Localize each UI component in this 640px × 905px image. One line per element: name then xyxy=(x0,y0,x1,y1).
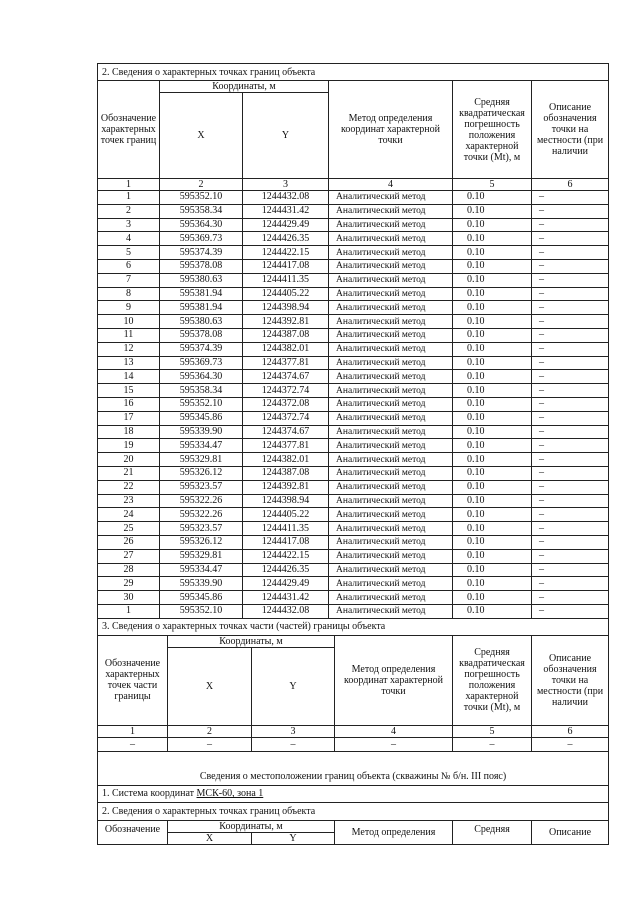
method-cell: Аналитический метод xyxy=(329,218,453,232)
table-row xyxy=(98,604,609,618)
header-description: Описание xyxy=(532,820,609,844)
points-body xyxy=(98,191,609,619)
method-cell: Аналитический метод xyxy=(329,342,453,356)
deviation-cell: 0.10 xyxy=(453,604,532,618)
description-cell: – xyxy=(532,411,609,425)
description-cell: – xyxy=(532,356,609,370)
method-cell: Аналитический метод xyxy=(329,328,453,342)
coord-x: 595323.57 xyxy=(160,522,243,536)
description-cell: – xyxy=(532,397,609,411)
empty-cell: – xyxy=(168,737,252,751)
coord-y: 1244432.08 xyxy=(243,604,329,618)
coord-x: 595339.90 xyxy=(160,577,243,591)
method-cell: Аналитический метод xyxy=(329,246,453,260)
table-row xyxy=(98,591,609,605)
table-row xyxy=(98,453,609,467)
coord-x: 595322.26 xyxy=(160,494,243,508)
header-description: Описание обозначения точки на местности (при наличии xyxy=(532,81,609,179)
deviation-cell: 0.10 xyxy=(453,384,532,398)
col-number: 1 xyxy=(98,725,168,737)
method-cell: Аналитический метод xyxy=(329,425,453,439)
deviation-cell: 0.10 xyxy=(453,287,532,301)
description-cell: – xyxy=(532,370,609,384)
header-x: X xyxy=(168,832,252,844)
empty-cell: – xyxy=(335,737,453,751)
coord-x: 595334.47 xyxy=(160,563,243,577)
table-row xyxy=(98,411,609,425)
coord-x: 595378.08 xyxy=(160,328,243,342)
deviation-cell: 0.10 xyxy=(453,259,532,273)
method-cell: Аналитический метод xyxy=(329,494,453,508)
point-number: 7 xyxy=(98,273,160,287)
header-method: Метод определения координат характерной точки xyxy=(329,81,453,179)
description-cell: – xyxy=(532,453,609,467)
description-cell: – xyxy=(532,191,609,205)
point-number: 24 xyxy=(98,508,160,522)
method-cell: Аналитический метод xyxy=(329,480,453,494)
table-row xyxy=(98,535,609,549)
point-number: 25 xyxy=(98,522,160,536)
deviation-cell: 0.10 xyxy=(453,328,532,342)
description-cell: – xyxy=(532,301,609,315)
coord-y: 1244387.08 xyxy=(243,328,329,342)
coord-y: 1244374.67 xyxy=(243,370,329,384)
table-row xyxy=(98,342,609,356)
coord-y: 1244382.01 xyxy=(243,342,329,356)
method-cell: Аналитический метод xyxy=(329,356,453,370)
table-row xyxy=(98,466,609,480)
description-cell: – xyxy=(532,384,609,398)
coord-x: 595339.90 xyxy=(160,425,243,439)
method-cell: Аналитический метод xyxy=(329,439,453,453)
coord-x: 595345.86 xyxy=(160,591,243,605)
point-number: 3 xyxy=(98,218,160,232)
method-cell: Аналитический метод xyxy=(329,315,453,329)
point-number: 2 xyxy=(98,204,160,218)
coord-y: 1244411.35 xyxy=(243,273,329,287)
description-cell: – xyxy=(532,522,609,536)
coord-y: 1244429.49 xyxy=(243,218,329,232)
coord-x: 595329.81 xyxy=(160,549,243,563)
table-row xyxy=(98,494,609,508)
coord-x: 595322.26 xyxy=(160,508,243,522)
deviation-cell: 0.10 xyxy=(453,425,532,439)
description-cell: – xyxy=(532,604,609,618)
coord-y: 1244382.01 xyxy=(243,453,329,467)
deviation-cell: 0.10 xyxy=(453,356,532,370)
spacer xyxy=(98,751,609,769)
coord-y: 1244411.35 xyxy=(243,522,329,536)
header-method: Метод определения координат характерной точки xyxy=(335,635,453,725)
table-row xyxy=(98,191,609,205)
method-cell: Аналитический метод xyxy=(329,563,453,577)
deviation-cell: 0.10 xyxy=(453,411,532,425)
table-row xyxy=(98,480,609,494)
table-row xyxy=(98,246,609,260)
header-coords: Координаты, м xyxy=(168,635,335,647)
coord-y: 1244377.81 xyxy=(243,356,329,370)
coord-x: 595352.10 xyxy=(160,604,243,618)
deviation-cell: 0.10 xyxy=(453,370,532,384)
coord-y: 1244432.08 xyxy=(243,191,329,205)
col-number: 5 xyxy=(453,179,532,191)
header-designation: Обозначение характерных точек части границы xyxy=(98,635,168,725)
col-number: 3 xyxy=(243,179,329,191)
coord-x: 595364.30 xyxy=(160,370,243,384)
table-row xyxy=(98,384,609,398)
col-number: 3 xyxy=(252,725,335,737)
description-cell: – xyxy=(532,425,609,439)
point-number: 5 xyxy=(98,246,160,260)
header-y: Y xyxy=(243,93,329,179)
coord-y: 1244372.08 xyxy=(243,397,329,411)
table-row xyxy=(98,577,609,591)
col-number: 5 xyxy=(453,725,532,737)
method-cell: Аналитический метод xyxy=(329,204,453,218)
table-row xyxy=(98,328,609,342)
table-row xyxy=(98,218,609,232)
description-cell: – xyxy=(532,232,609,246)
description-cell: – xyxy=(532,466,609,480)
deviation-cell: 0.10 xyxy=(453,494,532,508)
header-deviation: Средняя квадратическая погрешность положения характерной точки (Mt), м xyxy=(453,81,532,179)
deviation-cell: 0.10 xyxy=(453,301,532,315)
point-number: 20 xyxy=(98,453,160,467)
method-cell: Аналитический метод xyxy=(329,466,453,480)
coord-x: 595378.08 xyxy=(160,259,243,273)
method-cell: Аналитический метод xyxy=(329,397,453,411)
coord-x: 595358.34 xyxy=(160,204,243,218)
deviation-cell: 0.10 xyxy=(453,191,532,205)
table-row xyxy=(98,563,609,577)
method-cell: Аналитический метод xyxy=(329,301,453,315)
table-row xyxy=(98,522,609,536)
deviation-cell: 0.10 xyxy=(453,218,532,232)
coord-y: 1244398.94 xyxy=(243,494,329,508)
table-row xyxy=(98,232,609,246)
point-number: 10 xyxy=(98,315,160,329)
point-number: 9 xyxy=(98,301,160,315)
coord-y: 1244377.81 xyxy=(243,439,329,453)
header-y: Y xyxy=(252,647,335,725)
coord-x: 595380.63 xyxy=(160,273,243,287)
method-cell: Аналитический метод xyxy=(329,191,453,205)
coord-y: 1244405.22 xyxy=(243,508,329,522)
point-number: 28 xyxy=(98,563,160,577)
deviation-cell: 0.10 xyxy=(453,480,532,494)
deviation-cell: 0.10 xyxy=(453,535,532,549)
description-cell: – xyxy=(532,563,609,577)
point-number: 29 xyxy=(98,577,160,591)
description-cell: – xyxy=(532,328,609,342)
coord-x: 595326.12 xyxy=(160,466,243,480)
description-cell: – xyxy=(532,259,609,273)
table-row xyxy=(98,204,609,218)
coord-x: 595369.73 xyxy=(160,356,243,370)
deviation-cell: 0.10 xyxy=(453,246,532,260)
coord-x: 595381.94 xyxy=(160,287,243,301)
deviation-cell: 0.10 xyxy=(453,273,532,287)
header-designation: Обозначение xyxy=(98,820,168,844)
header-deviation: Средняя квадратическая погрешность положения характерной точки (Mt), м xyxy=(453,635,532,725)
coord-x: 595374.39 xyxy=(160,342,243,356)
coord-y: 1244426.35 xyxy=(243,563,329,577)
description-cell: – xyxy=(532,315,609,329)
empty-cell: – xyxy=(453,737,532,751)
description-cell: – xyxy=(532,480,609,494)
location-heading: Сведения о местоположении границ объекта (скважины № б/н. III пояс) xyxy=(98,769,609,785)
method-cell: Аналитический метод xyxy=(329,535,453,549)
point-number: 18 xyxy=(98,425,160,439)
coord-system xyxy=(98,785,609,802)
section-2-title: 2. Сведения о характерных точках границ объекта xyxy=(98,64,609,81)
col-number: 6 xyxy=(532,725,609,737)
deviation-cell: 0.10 xyxy=(453,508,532,522)
location-table xyxy=(97,751,609,845)
description-cell: – xyxy=(532,273,609,287)
method-cell: Аналитический метод xyxy=(329,508,453,522)
header-coords: Координаты, м xyxy=(168,820,335,832)
method-cell: Аналитический метод xyxy=(329,287,453,301)
point-number: 19 xyxy=(98,439,160,453)
coord-x: 595352.10 xyxy=(160,191,243,205)
table-row xyxy=(98,287,609,301)
coord-y: 1244392.81 xyxy=(243,480,329,494)
coord-y: 1244392.81 xyxy=(243,315,329,329)
coord-x: 595364.30 xyxy=(160,218,243,232)
header-designation: Обозначение характерных точек границ xyxy=(98,81,160,179)
empty-cell: – xyxy=(532,737,609,751)
coord-y: 1244422.15 xyxy=(243,549,329,563)
table-row xyxy=(98,259,609,273)
description-cell: – xyxy=(532,246,609,260)
method-cell: Аналитический метод xyxy=(329,577,453,591)
coord-x: 595345.86 xyxy=(160,411,243,425)
header-method: Метод определения xyxy=(335,820,453,844)
description-cell: – xyxy=(532,494,609,508)
point-number: 30 xyxy=(98,591,160,605)
point-number: 17 xyxy=(98,411,160,425)
col-number: 6 xyxy=(532,179,609,191)
coord-y: 1244372.74 xyxy=(243,384,329,398)
coord-x: 595329.81 xyxy=(160,453,243,467)
coord-y: 1244417.08 xyxy=(243,259,329,273)
deviation-cell: 0.10 xyxy=(453,563,532,577)
table-row xyxy=(98,356,609,370)
method-cell: Аналитический метод xyxy=(329,604,453,618)
description-cell: – xyxy=(532,508,609,522)
section-3-title: 3. Сведения о характерных точках части (частей) границы объекта xyxy=(98,618,609,635)
col-number: 1 xyxy=(98,179,160,191)
table-row xyxy=(98,425,609,439)
header-deviation: Средняя xyxy=(453,820,532,844)
coord-y: 1244405.22 xyxy=(243,287,329,301)
deviation-cell: 0.10 xyxy=(453,232,532,246)
coord-y: 1244387.08 xyxy=(243,466,329,480)
point-number: 12 xyxy=(98,342,160,356)
coord-y: 1244398.94 xyxy=(243,301,329,315)
point-number: 26 xyxy=(98,535,160,549)
col-number: 2 xyxy=(160,179,243,191)
deviation-cell: 0.10 xyxy=(453,591,532,605)
coord-y: 1244372.74 xyxy=(243,411,329,425)
coord-system-prefix: 1. Система координат xyxy=(102,788,197,800)
coord-x: 595374.39 xyxy=(160,246,243,260)
point-number: 15 xyxy=(98,384,160,398)
coord-y: 1244417.08 xyxy=(243,535,329,549)
header-description: Описание обозначения точки на местности (при наличии xyxy=(532,635,609,725)
coord-y: 1244426.35 xyxy=(243,232,329,246)
deviation-cell: 0.10 xyxy=(453,342,532,356)
coord-y: 1244431.42 xyxy=(243,204,329,218)
header-coords: Координаты, м xyxy=(160,81,329,93)
deviation-cell: 0.10 xyxy=(453,577,532,591)
description-cell: – xyxy=(532,204,609,218)
point-number: 1 xyxy=(98,604,160,618)
coord-system-value: МСК-60, зона 1 xyxy=(196,788,264,800)
table-row xyxy=(98,370,609,384)
coord-x: 595381.94 xyxy=(160,301,243,315)
method-cell: Аналитический метод xyxy=(329,259,453,273)
table-row xyxy=(98,301,609,315)
table-row xyxy=(98,549,609,563)
coord-x: 595323.57 xyxy=(160,480,243,494)
coord-y: 1244422.15 xyxy=(243,246,329,260)
coord-x: 595369.73 xyxy=(160,232,243,246)
deviation-cell: 0.10 xyxy=(453,397,532,411)
method-cell: Аналитический метод xyxy=(329,384,453,398)
description-cell: – xyxy=(532,549,609,563)
part-boundary-points-table xyxy=(97,618,609,752)
point-number: 21 xyxy=(98,466,160,480)
deviation-cell: 0.10 xyxy=(453,315,532,329)
empty-cell: – xyxy=(252,737,335,751)
col-number: 4 xyxy=(329,179,453,191)
table-row xyxy=(98,508,609,522)
deviation-cell: 0.10 xyxy=(453,466,532,480)
method-cell: Аналитический метод xyxy=(329,549,453,563)
table-row xyxy=(98,397,609,411)
coord-x: 595326.12 xyxy=(160,535,243,549)
method-cell: Аналитический метод xyxy=(329,411,453,425)
table-row xyxy=(98,315,609,329)
coord-x: 595380.63 xyxy=(160,315,243,329)
point-number: 23 xyxy=(98,494,160,508)
boundary-points-table xyxy=(97,63,609,619)
deviation-cell: 0.10 xyxy=(453,204,532,218)
method-cell: Аналитический метод xyxy=(329,232,453,246)
header-x: X xyxy=(168,647,252,725)
method-cell: Аналитический метод xyxy=(329,370,453,384)
coord-x: 595358.34 xyxy=(160,384,243,398)
table-row xyxy=(98,273,609,287)
col-number: 4 xyxy=(335,725,453,737)
table-row xyxy=(98,439,609,453)
deviation-cell: 0.10 xyxy=(453,522,532,536)
point-number: 11 xyxy=(98,328,160,342)
point-number: 6 xyxy=(98,259,160,273)
coord-x: 595334.47 xyxy=(160,439,243,453)
header-x: X xyxy=(160,93,243,179)
description-cell: – xyxy=(532,577,609,591)
col-number: 2 xyxy=(168,725,252,737)
description-cell: – xyxy=(532,218,609,232)
point-number: 27 xyxy=(98,549,160,563)
deviation-cell: 0.10 xyxy=(453,549,532,563)
deviation-cell: 0.10 xyxy=(453,453,532,467)
method-cell: Аналитический метод xyxy=(329,591,453,605)
header-y: Y xyxy=(252,832,335,844)
method-cell: Аналитический метод xyxy=(329,273,453,287)
point-number: 4 xyxy=(98,232,160,246)
method-cell: Аналитический метод xyxy=(329,453,453,467)
coord-y: 1244431.42 xyxy=(243,591,329,605)
description-cell: – xyxy=(532,287,609,301)
description-cell: – xyxy=(532,591,609,605)
coord-x: 595352.10 xyxy=(160,397,243,411)
point-number: 1 xyxy=(98,191,160,205)
point-number: 16 xyxy=(98,397,160,411)
section-2-repeat-title: 2. Сведения о характерных точках границ объекта xyxy=(98,802,609,820)
coord-y: 1244374.67 xyxy=(243,425,329,439)
deviation-cell: 0.10 xyxy=(453,439,532,453)
point-number: 14 xyxy=(98,370,160,384)
method-cell: Аналитический метод xyxy=(329,522,453,536)
point-number: 8 xyxy=(98,287,160,301)
point-number: 13 xyxy=(98,356,160,370)
document-page xyxy=(97,63,608,845)
point-number: 22 xyxy=(98,480,160,494)
description-cell: – xyxy=(532,439,609,453)
coord-y: 1244429.49 xyxy=(243,577,329,591)
description-cell: – xyxy=(532,342,609,356)
description-cell: – xyxy=(532,535,609,549)
empty-cell: – xyxy=(98,737,168,751)
